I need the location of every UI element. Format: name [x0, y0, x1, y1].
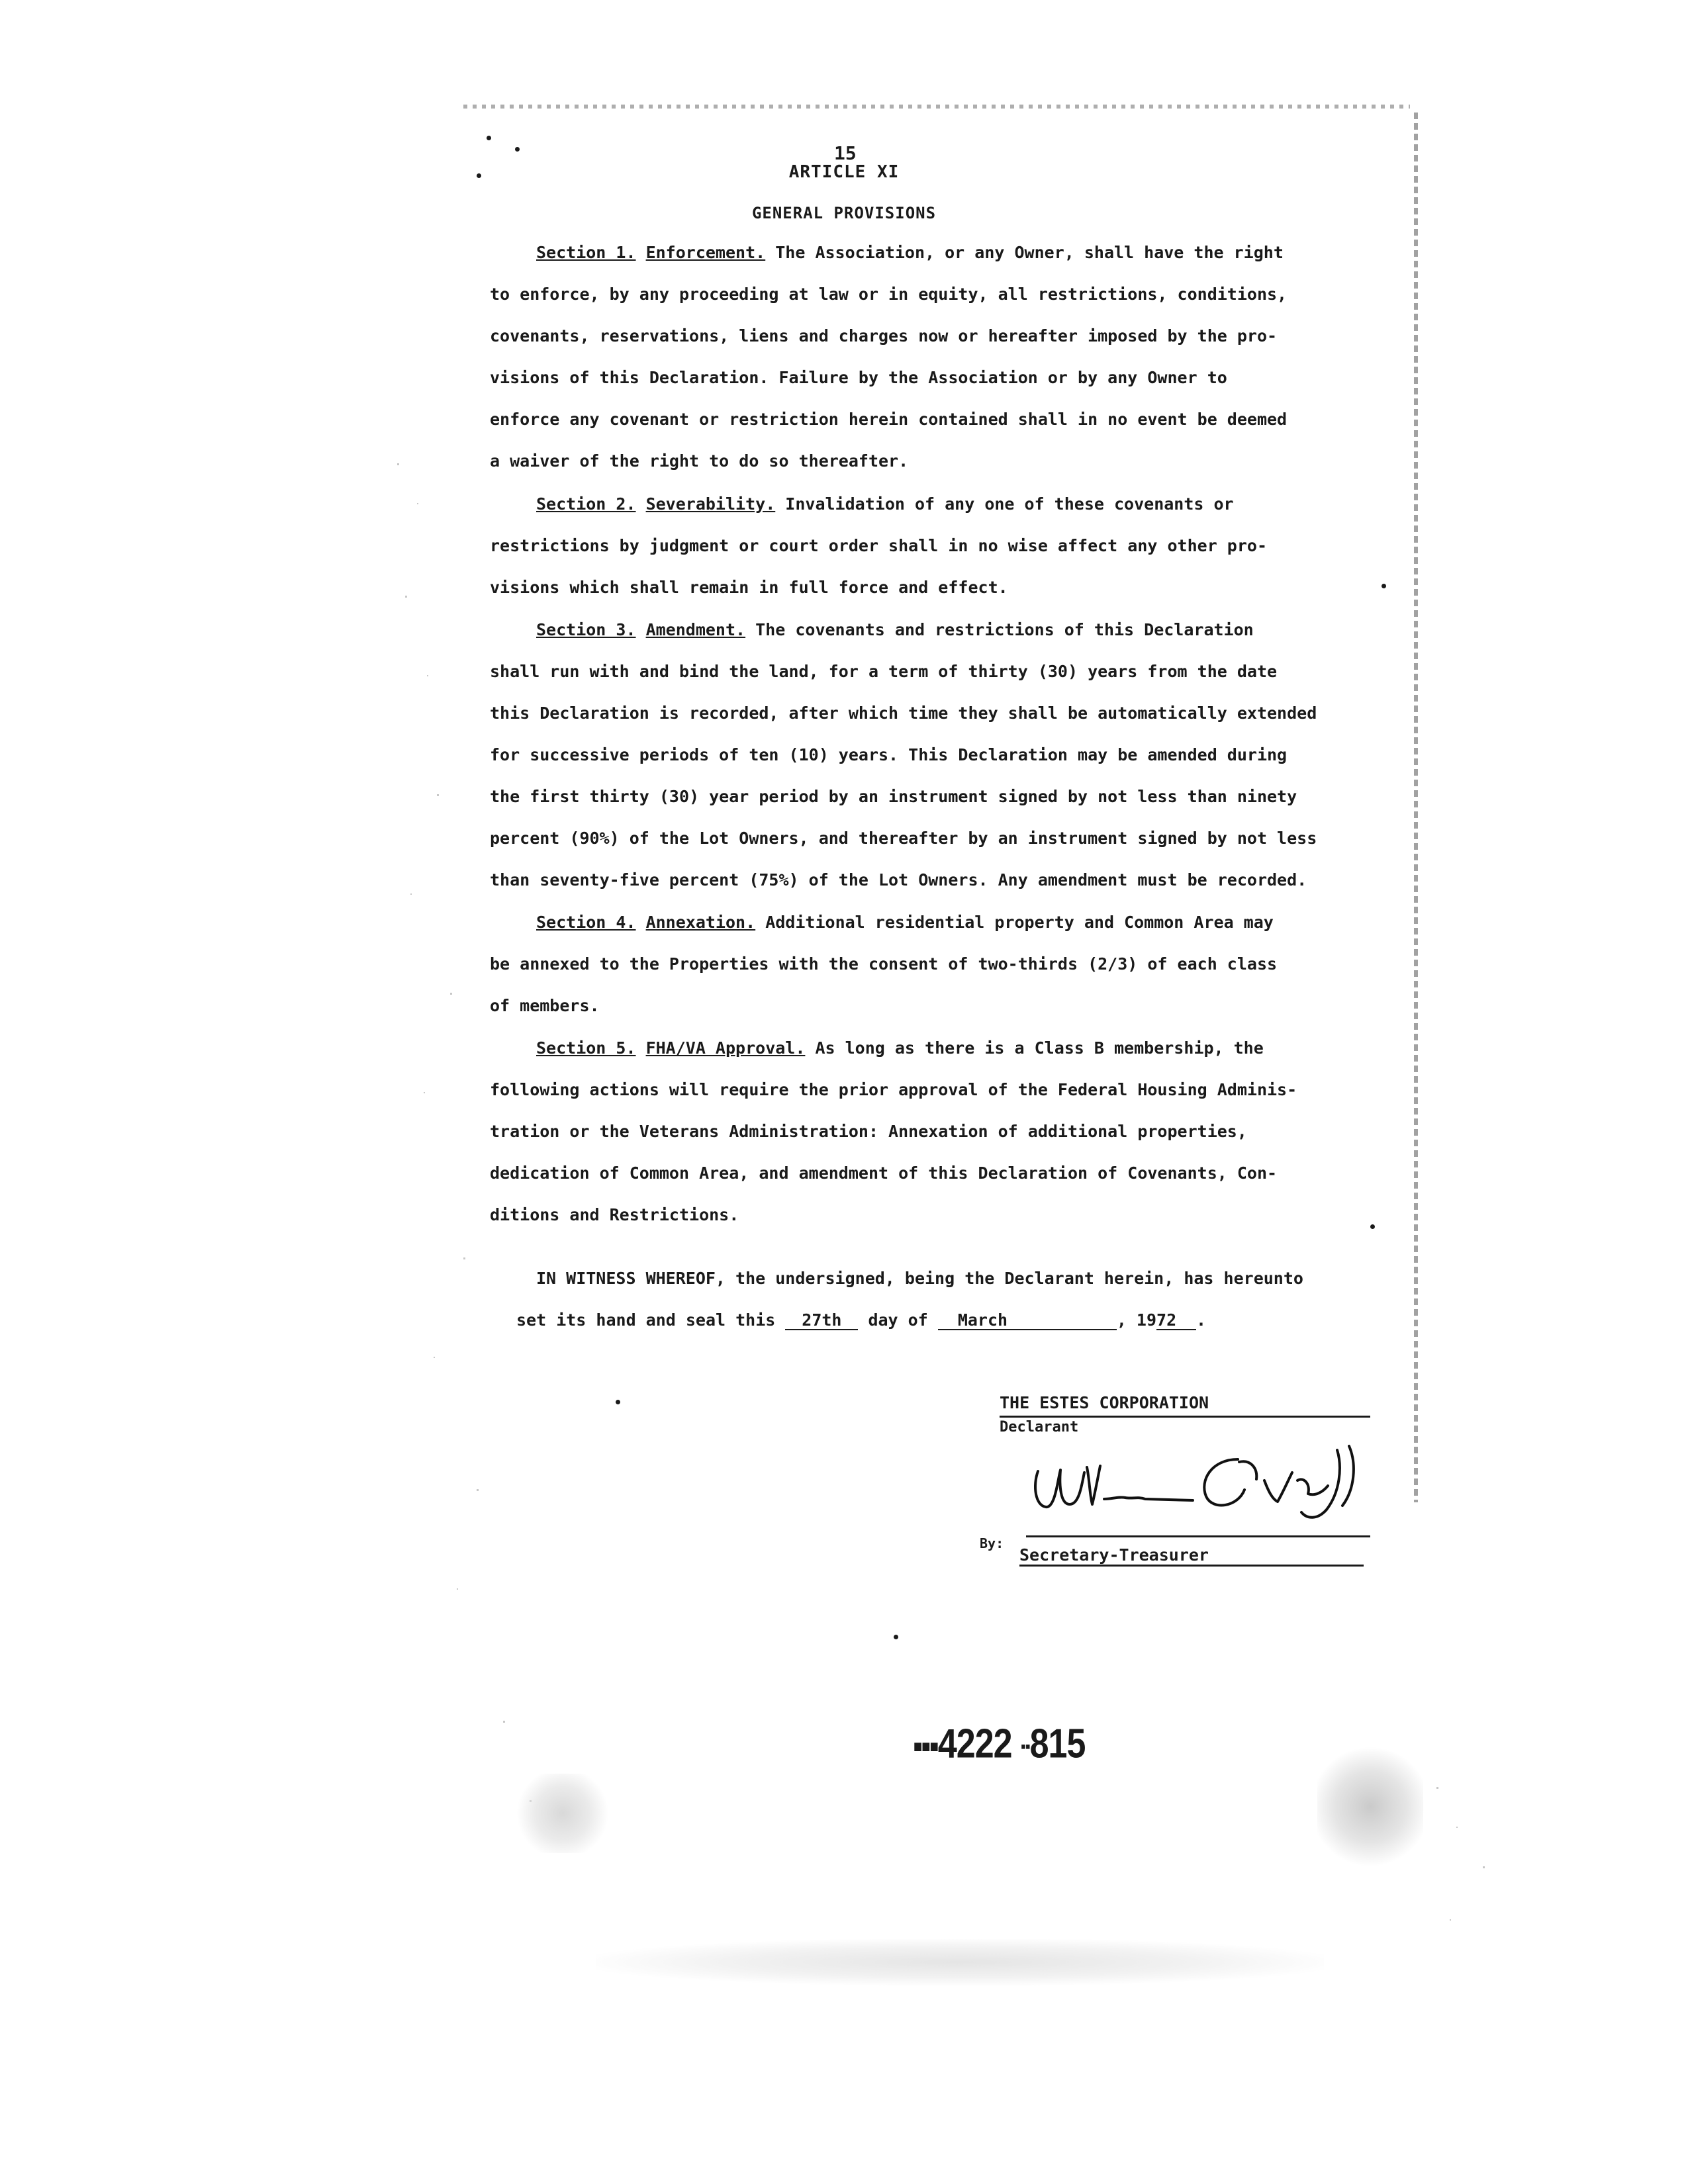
section-2 [490, 483, 1364, 608]
witness-day: 27th [785, 1312, 858, 1330]
section-1-line: to enforce, by any proceeding at law or in equity, all restrictions, conditions, [490, 285, 1288, 304]
section-1-line: enforce any covenant or restriction herein contained shall in no event be deemed [490, 410, 1288, 429]
section-1-line: covenants, reservations, liens and charges now or hereafter imposed by the pro- [490, 326, 1278, 345]
witness-prefix: set its hand and seal this [516, 1310, 786, 1330]
section-3-label: Section 3. [536, 620, 636, 639]
witness-clause [490, 1257, 1364, 1341]
recording-page-number: 815 [1029, 1721, 1086, 1767]
section-4-label: Section 4. [536, 913, 636, 932]
section-2-lead: Invalidation of any one of these covenants or [775, 494, 1234, 514]
corporation-name: THE ESTES CORPORATION [1000, 1393, 1370, 1418]
section-5-line: dedication of Common Area, and amendment of this Declaration of Covenants, Con- [490, 1163, 1278, 1183]
witness-end: . [1196, 1310, 1207, 1330]
by-label: By: [980, 1535, 1004, 1551]
speck [515, 147, 520, 152]
handwritten-signature [1026, 1433, 1370, 1525]
witness-mid: day of [858, 1310, 938, 1330]
speck [1382, 584, 1386, 588]
speck [894, 1635, 898, 1639]
declarant-label: Declarant [1000, 1419, 1079, 1435]
witness-year-prefix: , 19 [1116, 1310, 1157, 1330]
scan-smudge-bottom-right [1317, 1747, 1423, 1866]
section-4-line: of members. [490, 996, 600, 1015]
section-4-lead: Additional residential property and Common Area may [755, 913, 1274, 932]
section-3-first-line [490, 609, 1364, 651]
section-2-line: restrictions by judgment or court order shall in no wise affect any other pro- [490, 536, 1267, 555]
section-1-label: Section 1. [536, 243, 636, 262]
section-3-line: percent (90%) of the Lot Owners, and thereafter by an instrument signed by not less [490, 829, 1317, 848]
witness-line-2 [490, 1299, 1364, 1341]
witness-text: IN WITNESS WHEREOF, the undersigned, being the Declarant herein, has hereunto [536, 1269, 1303, 1288]
page-number: 15 [834, 142, 857, 164]
speck [487, 136, 491, 140]
section-5-first-line [490, 1027, 1364, 1069]
witness-line-1 [490, 1257, 1364, 1299]
section-5-lead: As long as there is a Class B membership, the [805, 1038, 1264, 1058]
section-1-title: Enforcement. [645, 243, 766, 262]
section-3-lead: The covenants and restrictions of this Declaration [745, 620, 1254, 639]
section-3 [490, 609, 1364, 901]
section-1-first-line [490, 232, 1364, 273]
section-5-line: following actions will require the prior approval of the Federal Housing Adminis- [490, 1080, 1297, 1099]
section-3-line: the first thirty (30) year period by an instrument signed by not less than ninety [490, 787, 1297, 806]
sheet-top-edge [463, 105, 1410, 109]
section-5-line: ditions and Restrictions. [490, 1205, 739, 1224]
section-3-title: Amendment. [645, 620, 746, 639]
section-1 [490, 232, 1364, 482]
article-heading: ARTICLE XI [788, 162, 900, 182]
section-1-lead: The Association, or any Owner, shall have the right [765, 243, 1284, 262]
witness-month: March [938, 1312, 1117, 1330]
section-3-line: shall run with and bind the land, for a term of thirty (30) years from the date [490, 662, 1278, 681]
section-2-label: Section 2. [536, 494, 636, 514]
section-5-label: Section 5. [536, 1038, 636, 1058]
section-heading: GENERAL PROVISIONS [751, 204, 937, 222]
section-5-line: tration or the Veterans Administration: Annexation of additional properties, [490, 1122, 1247, 1141]
witness-year: 72 [1156, 1312, 1196, 1330]
scan-smudge-bottom [596, 1939, 1324, 1985]
speck [616, 1400, 620, 1404]
section-4-first-line [490, 901, 1364, 943]
speck [1370, 1224, 1375, 1229]
signature-block [980, 1393, 1370, 1565]
sheet-right-edge [1414, 113, 1418, 1502]
section-1-line: a waiver of the right to do so thereafter. [490, 451, 909, 471]
page-prefix-icon: ▪▪ [1021, 1736, 1030, 1756]
section-3-line: this Declaration is recorded, after which time they shall be automatically extended [490, 704, 1317, 723]
section-4 [490, 901, 1364, 1026]
signature-rule [1026, 1535, 1370, 1537]
signer-title: Secretary-Treasurer [1019, 1545, 1364, 1567]
section-5 [490, 1027, 1364, 1236]
section-4-line: be annexed to the Properties with the consent of two-thirds (2/3) of each class [490, 954, 1278, 974]
book-prefix-icon: ■■■ [914, 1736, 938, 1756]
section-2-line: visions which shall remain in full force and effect. [490, 578, 1008, 597]
section-2-title: Severability. [645, 494, 776, 514]
section-5-title: FHA/VA Approval. [645, 1038, 806, 1058]
section-1-line: visions of this Declaration. Failure by the Association or by any Owner to [490, 368, 1227, 387]
book-number: 4222 [937, 1721, 1012, 1767]
section-3-line: than seventy-five percent (75%) of the Lot Owners. Any amendment must be recorded. [490, 870, 1307, 889]
section-3-line: for successive periods of ten (10) years. This Declaration may be amended during [490, 745, 1288, 764]
section-4-title: Annexation. [645, 913, 756, 932]
recording-stamp [914, 1720, 1085, 1768]
scan-smudge-bottom-left [516, 1774, 609, 1853]
section-2-first-line [490, 483, 1364, 525]
